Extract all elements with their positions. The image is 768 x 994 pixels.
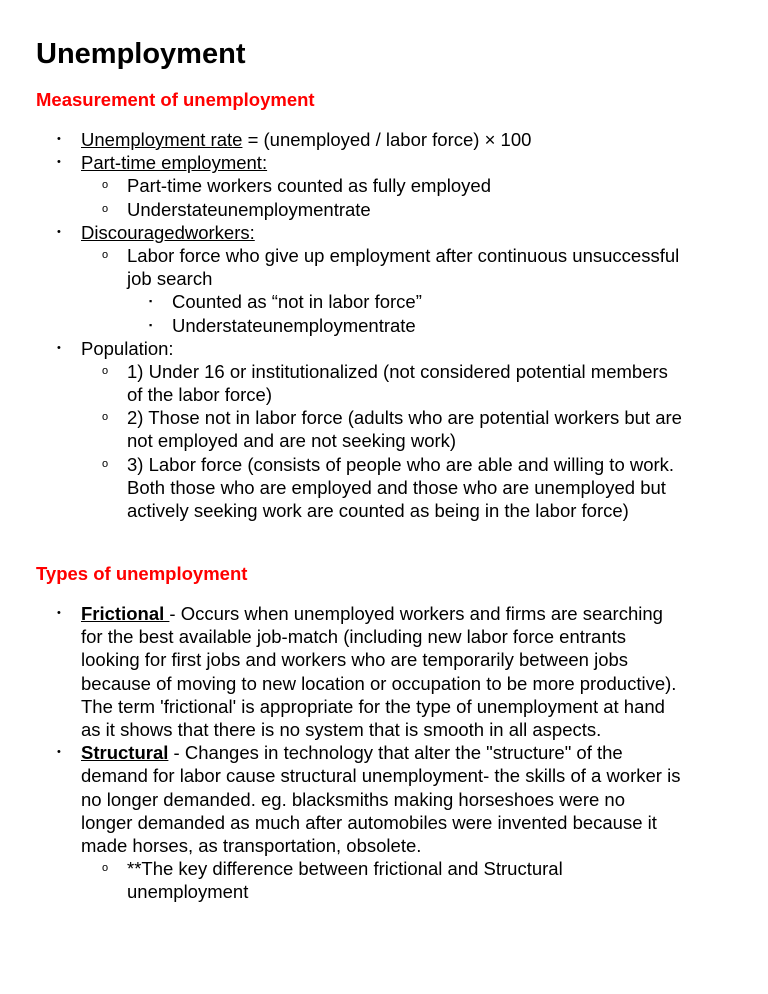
list-item [0, 857, 768, 880]
square-bullet-icon: ▪ [149, 319, 153, 330]
list-item-text: 1) Under 16 or institutionalized (not considered potential members [127, 360, 668, 382]
list-item-text: The term 'frictional' is appropriate for the type of unemployment at hand [81, 695, 665, 717]
list-item [0, 741, 768, 764]
list-item-continuation [0, 499, 768, 522]
list-item-text: Understateunemploymentrate [172, 314, 416, 336]
list-item-continuation [0, 718, 768, 741]
list-item-text: as it shows that there is no system that is smooth in all aspects. [81, 718, 602, 740]
list-item-continuation [0, 267, 768, 290]
list-item-text: longer demanded as much after automobiles were invented because it [81, 811, 657, 833]
list-item-continuation [0, 383, 768, 406]
disc-bullet-icon: • [57, 156, 61, 169]
page-title: Unemployment [36, 38, 246, 70]
list-item-text: - Changes in technology that alter the "structure" of the [168, 742, 623, 764]
list-item-text: 2) Those not in labor force (adults who are potential workers but are [127, 407, 682, 429]
types-list [0, 602, 768, 903]
list-item [0, 602, 768, 625]
rate-formula: = (unemployed / labor force) × 100 [242, 129, 532, 150]
list-item-text: made horses, as transportation, obsolete. [81, 834, 422, 856]
list-item [0, 337, 768, 360]
circle-bullet-icon: o [102, 202, 109, 215]
list-item-continuation [0, 695, 768, 718]
list-item [0, 314, 768, 337]
list-item-continuation [0, 788, 768, 811]
list-item [0, 360, 768, 383]
list-item-continuation [0, 648, 768, 671]
list-item-continuation [0, 880, 768, 903]
list-item [0, 244, 768, 267]
disc-bullet-icon: • [57, 607, 61, 619]
list-item-continuation [0, 672, 768, 695]
circle-bullet-icon: o [102, 248, 109, 261]
list-item-text: - Occurs when unemployed workers and firms are searching [169, 603, 663, 624]
structural-term: Structural [81, 742, 169, 764]
list-item-continuation [0, 811, 768, 834]
list-item-text: 3) Labor force (consists of people who are able and willing to work. [127, 453, 675, 475]
list-item [0, 290, 768, 313]
list-item [0, 406, 768, 429]
section-heading-measurement: Measurement of unemployment [36, 89, 315, 110]
list-item-text: for the best available job-match (including new labor force entrants [81, 626, 627, 648]
list-item-text: Understateunemploymentrate [127, 198, 371, 220]
list-item [0, 198, 768, 221]
circle-bullet-icon: o [102, 862, 109, 875]
list-item-text: not employed and are not seeking work) [127, 430, 457, 452]
list-item-text: because of moving to new location or occupation to be more productive). [81, 672, 677, 694]
disc-bullet-icon: • [57, 746, 61, 759]
list-item-continuation [0, 476, 768, 499]
list-item-text: no longer demanded. eg. blacksmiths making horseshoes were no [81, 788, 626, 810]
list-item-continuation [0, 625, 768, 648]
circle-bullet-icon: o [102, 364, 109, 377]
part-time-term: Part-time employment: [81, 152, 268, 174]
circle-bullet-icon: o [102, 411, 109, 424]
list-item-continuation [0, 834, 768, 857]
list-item-text: Both those who are employed and those who are unemployed but [127, 476, 666, 498]
population-term: Population: [81, 337, 174, 359]
circle-bullet-icon: o [102, 457, 109, 470]
disc-bullet-icon: • [57, 225, 61, 238]
list-item-text: unemployment [127, 881, 249, 903]
measurement-list [0, 128, 768, 522]
list-item [0, 151, 768, 174]
list-item-text: **The key difference between frictional and Structural [127, 858, 563, 880]
list-item-text: looking for first jobs and workers who are temporarily between jobs [81, 649, 629, 671]
list-item [0, 453, 768, 476]
frictional-term: Frictional [81, 603, 170, 624]
square-bullet-icon: ▪ [149, 296, 153, 307]
list-item-text: Part-time workers counted as fully employed [127, 175, 491, 197]
discouraged-term: Discouragedworkers: [81, 221, 255, 243]
section-heading-types: Types of unemployment [36, 563, 248, 584]
list-item-text: of the labor force) [127, 384, 272, 406]
list-item-continuation [0, 764, 768, 787]
list-item [0, 174, 768, 197]
list-item-text: actively seeking work are counted as being in the labor force) [127, 500, 629, 521]
list-item-text: demand for labor cause structural unemployment- the skills of a worker is [81, 765, 681, 787]
list-item-text: Labor force who give up employment after continuous unsuccessful [127, 244, 680, 266]
rate-term: Unemployment rate [81, 129, 243, 150]
disc-bullet-icon: • [57, 133, 61, 145]
list-item-text: Counted as “not in labor force” [172, 291, 422, 313]
circle-bullet-icon: o [102, 179, 109, 192]
list-item-text: job search [127, 268, 213, 290]
list-item [0, 128, 768, 151]
list-item [0, 221, 768, 244]
list-item-continuation [0, 429, 768, 452]
disc-bullet-icon: • [57, 341, 61, 354]
